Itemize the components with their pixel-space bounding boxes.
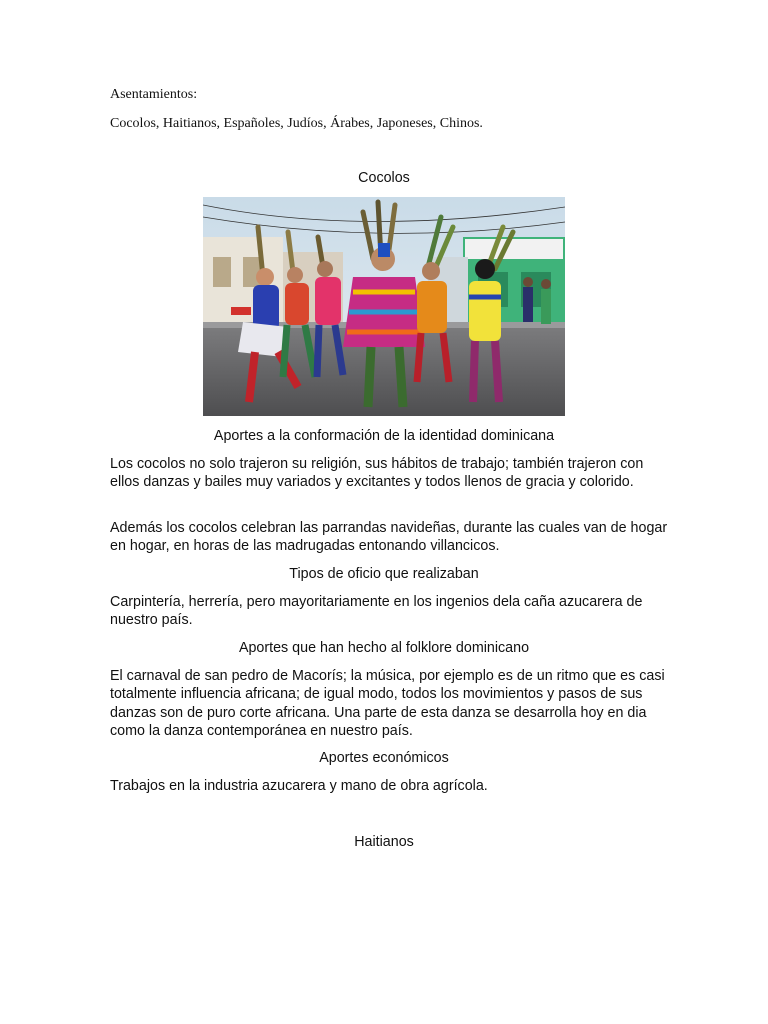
settlements-list: Cocolos, Haitianos, Españoles, Judíos, Árabes, Japoneses, Chinos. bbox=[110, 116, 483, 131]
folklore-paragraph: El carnaval de san pedro de Macorís; la música, por ejemplo es de un ritmo que es casi totalmente influencia africana; de igual modo, todos los movimientos y pasos de sus danzas son de puro corte africana. Una parte de esta danza se desarrolla hoy en dia como la danza contemporánea en nuestro país. bbox=[110, 668, 665, 739]
trades-heading: Tipos de oficio que realizaban bbox=[289, 566, 479, 582]
cocolos-dancers-photo bbox=[203, 197, 565, 416]
settlements-heading: Asentamientos: bbox=[110, 87, 198, 102]
identity-paragraph-1: Los cocolos no solo trajeron su religión, sus hábitos de trabajo; también trajeron con ellos danzas y bailes muy variados y excitantes y todos llenos de gracia y colorido. bbox=[110, 456, 644, 491]
identity-heading: Aportes a la conformación de la identidad dominicana bbox=[213, 428, 555, 444]
identity-paragraph-2: Además los cocolos celebran las parrandas navideñas, durante las cuales van de hogar en hogar, en horas de las madrugadas entonando villancicos. bbox=[110, 520, 668, 555]
section-title-cocolos: Cocolos bbox=[358, 170, 410, 186]
folklore-heading: Aportes que han hecho al folklore dominicano bbox=[238, 640, 530, 656]
economic-heading: Aportes económicos bbox=[319, 750, 449, 766]
trades-paragraph: Carpintería, herrería, pero mayoritariamente en los ingenios dela caña azucarera de nuestro país. bbox=[110, 594, 643, 629]
section-title-haitianos: Haitianos bbox=[354, 834, 414, 850]
photo-illustration bbox=[203, 197, 565, 416]
economic-paragraph: Trabajos en la industria azucarera y mano de obra agrícola. bbox=[110, 778, 488, 794]
